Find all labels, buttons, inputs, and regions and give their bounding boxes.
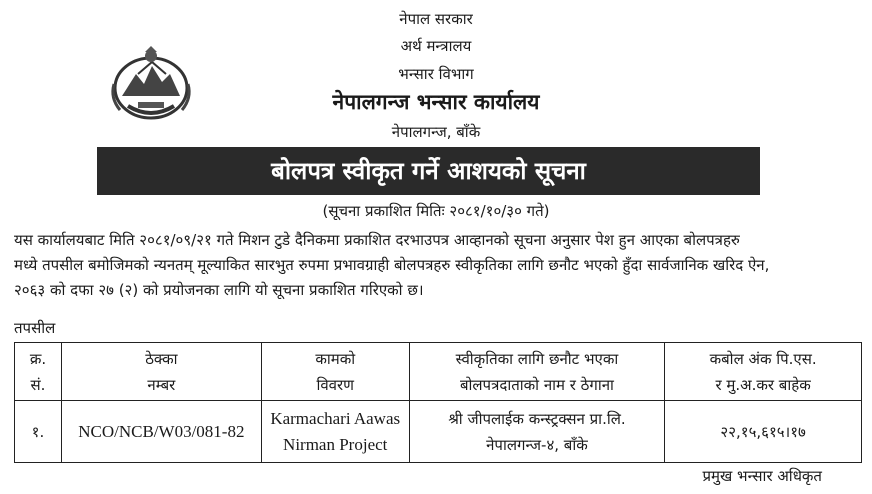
notice-title-banner: बोलपत्र स्वीकृत गर्ने आशयको सूचना: [97, 147, 760, 195]
notice-body-line: यस कार्यालयबाट मिति २०८१/०९/२१ गते मिशन टुडे दैनिकमा प्रकाशित दरभाउपत्र आव्हानको सूचना अनुसार पेश हुन आएका बोलपत्रहरु: [14, 231, 740, 249]
publication-date: (सूचना प्रकाशित मितिः २०८१/१०/३० गते): [322, 202, 550, 220]
cell-serial: १.: [15, 401, 62, 463]
notice-body-line: २०६३ को दफा २७ (२) को प्रयोजनका लागि यो सूचना प्रकाशित गरिएको छ।: [14, 281, 424, 299]
signature-title: प्रमुख भन्सार अधिकृत: [702, 467, 822, 485]
cell-work-description: Karmachari Aawas Nirman Project: [261, 401, 409, 463]
cell-amount: २२,१५,६१५।१७: [665, 401, 862, 463]
cell-bidder: श्री जीपलाईक कन्स्ट्रक्सन प्रा.लि. नेपालगन्ज-४, बाँके: [409, 401, 665, 463]
header-selected-bidder: स्वीकृतिका लागि छनौट भएका बोलपत्रदाताको नाम र ठेगाना: [409, 343, 665, 401]
cell-contract-number: NCO/NCB/W03/081-82: [61, 401, 261, 463]
office-name: नेपालगन्ज भन्सार कार्यालय: [332, 90, 540, 114]
notice-body-line: मध्ये तपसील बमोजिमको न्यनतम् मूल्याकित सारभुत रुपमा प्रभावग्राही बोलपत्रहरु स्वीकृतिका लागि छनौट भएको हुँदा सार्वजानिक खरिद ऐन,: [14, 256, 770, 274]
schedule-label: तपसील: [14, 319, 56, 337]
bid-schedule-table: [14, 342, 862, 463]
header-contract-number: ठेक्का नम्बर: [61, 343, 261, 401]
header-serial: क्र. सं.: [15, 343, 62, 401]
table-row: [15, 401, 862, 463]
nepal-emblem-icon: [108, 44, 194, 126]
header-line-department: भन्सार विभाग: [398, 65, 474, 83]
office-location: नेपालगन्ज, बाँके: [391, 123, 481, 141]
table-header-row: [15, 343, 862, 401]
header-work-description: कामको विवरण: [261, 343, 409, 401]
header-line-ministry: अर्थ मन्त्रालय: [400, 37, 472, 55]
header-bid-amount: कबोल अंक पि.एस. र मु.अ.कर बाहेक: [665, 343, 862, 401]
notice-body-paragraph: [14, 228, 864, 303]
header-line-government: नेपाल सरकार: [399, 10, 473, 28]
